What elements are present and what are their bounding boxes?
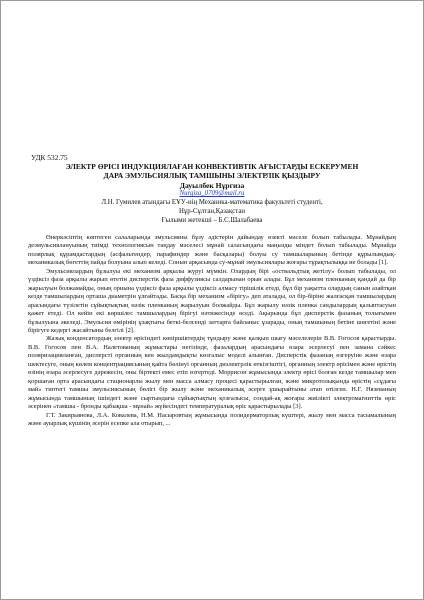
title-line-2: ДАРА ЭМУЛЬСИЯЛЫҚ ТАМШЫНЫ ЭЛЕКТРЛІК ҚЫЗДЫРУ [103,171,321,181]
supervisor-line: Ғылыми жетекші – Б.С.Шалабаева [161,216,263,224]
body-paragraph-1: Өнеркәсіптің көптеген салаларында эмульсияны бұзу әдістерін дайындау өзекті мәселе болып табылады. Мұнайдың деэмульсиялануының тиімді технологиясын таңдау мәселесі мұнай саласындағы маңызды міндет болып табылады. Мұнайда полярлық құрамдастардың (асфальтендер, парафиндер және басқалары) болуы су тамшыларының бетінде құрылымдық-механикалық бөгеттің пайда болуына алып келеді. Сонын арқасында су-мұнай эмульсиялары жоғары тұрақтылыққа ие болады [1]. [28,234,396,267]
title-line-1: ЭЛЕКТР ӨРІСІ ИНДУКЦИЯЛАҒАН КОНВЕКТИВТІК АҒЫСТАРДЫ ЕСКЕРУМЕН [65,162,359,171]
affiliation-line-2: Нұр-Сұлтан,Қазақстан [179,207,245,215]
author-email-link[interactable]: Nurgiza_0709@mail.ru [179,190,245,197]
body-paragraph-3: Жазық конденсатордың электр өрісіндегі көпіршіктердің тұндыру және қалқып шығу мәселелерін В.В. Гогосов қарастырды. В.В. Гогосов пен В.А. Налетованың жұмыстары негізінде, фазалардың арасындағы өзара әсерлесуі пен замана сәйкес поляризацияланған, дисперсті органның кен жылдамдықты көзгалыс моделі алынған. Дисперстік фазаның өзгеруіне және өзара шектесуге, оның көлем концентрациясының қайта бөлінуі органның диэлектрлік өткізгіштігі, органның электр өрісімен және өрістің өзінің өзара әсерлесуге дәрежесін, оны біртекті емес етіп өзгертеді. Моррисон жұмысында электр өрісі болған кезде тамшылар мен қоршаған орта арасындағы стационарлы жылу мен масса алмасу процесі қарастырылған, және микротолықында өрістің «сұдағы май» типтегі тамшы эмульсиясының бөлігі бір жылу және механикалық әсерге ұшырайтыны атап өтілген. Н.Г. Нязеваның жұмысында тамшының ішіндегі және сыртындағы сұйықтықтың қозғалысы, сондай-ақ жоғары жиілікті электромагниттік өріс әсерінен «тамшы - бронды қабықша - мұнай» жүйесіндегі температуралық өріс қарастырылады [3]. [28,335,396,411]
udc-code: УДК 532.75 [31,153,68,162]
paper-title [25,162,399,181]
affiliation-line-1: Л.Н. Гумилев атындағы ЕҰУ-нің Механика-математика факультеті студенті, [101,199,323,206]
body-paragraph-4: Г.Т. Закирьянова, Л.А. Ковалева, Н.М. Насыровтың жұмысында полидерматорлық күштері, жылу мен масса тасымалының және ауырлық күшінің әсерін есепке ала отырып, ... [28,411,396,427]
body-paragraph-2: Эмульсиялардың бұзылуы екі механизм арқылы жүруі мүмкін. Олардың бірі «оствальдтық жетілу» болып табылады, ол үздіксіз фаза арқылы жарып өтетін дисперстік фаза диффузиясы салдарынан орын алады. Бұл механизм пленканың қандай да бір жарылуын болжамайды, оның орнына үздіксіз фаза арқылы үздіксіз алмасу тірішілік етеді, бұл бір уақытта олардың санын азайтқан кезде тамшылардың орташа диаметрін ұлғайтады. Басқа бір механизм «бірігу» деп аталады, ол бір-біріне жалғасқан тамшылардың арасындағы түзілетін сұйықтықтың нәзік пленканың жарылуын болжайды. Бұл жарылу нәзік пленка сандылардың қалыптасуын қажет етеді. Ол кейін екі көршілес тамшылардың бірігуі нәтижесінде өседі. Ақырында бұл дисперстік фазаның толығымен бұзылуына әкеледі. Эмульсия өмірінің ұзақтығы беткі-белсенді заттарға байланыс ұзарады, оның тамшының бетіне шөгетіні және бірігуге кедергі жасайтыны белгілі [2]. [28,267,396,334]
paper-body [28,234,396,428]
author-affiliation [41,199,383,225]
author-name: Дауылбек Нұргиза [179,181,245,190]
